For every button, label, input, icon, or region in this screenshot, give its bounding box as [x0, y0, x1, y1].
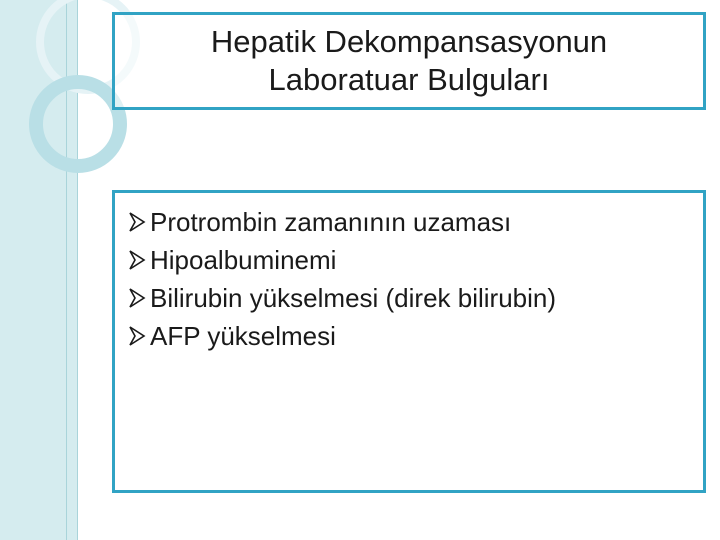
left-decorative-band — [0, 0, 78, 540]
arrowhead-bullet-icon — [129, 286, 147, 310]
slide-title-line-2: Laboratuar Bulguları — [268, 62, 550, 97]
content-box — [112, 190, 706, 493]
bullet-item — [129, 317, 703, 355]
title-box — [112, 12, 706, 110]
bullet-item — [129, 241, 703, 279]
arrowhead-bullet-icon — [129, 324, 147, 348]
arrowhead-bullet-icon — [129, 210, 147, 234]
slide-title — [211, 23, 607, 99]
bullet-item — [129, 279, 703, 317]
bullet-text: Hipoalbuminemi — [150, 244, 337, 275]
bullet-list — [115, 193, 703, 355]
arrowhead-bullet-icon — [129, 248, 147, 272]
slide-title-line-1: Hepatik Dekompansasyonun — [210, 24, 608, 59]
bullet-text: Protrombin zamanının uzaması — [150, 206, 512, 237]
bullet-item — [129, 203, 703, 241]
bullet-text: AFP yükselmesi — [150, 320, 336, 351]
bullet-text: Bilirubin yükselmesi (direk bilirubin) — [150, 282, 557, 313]
